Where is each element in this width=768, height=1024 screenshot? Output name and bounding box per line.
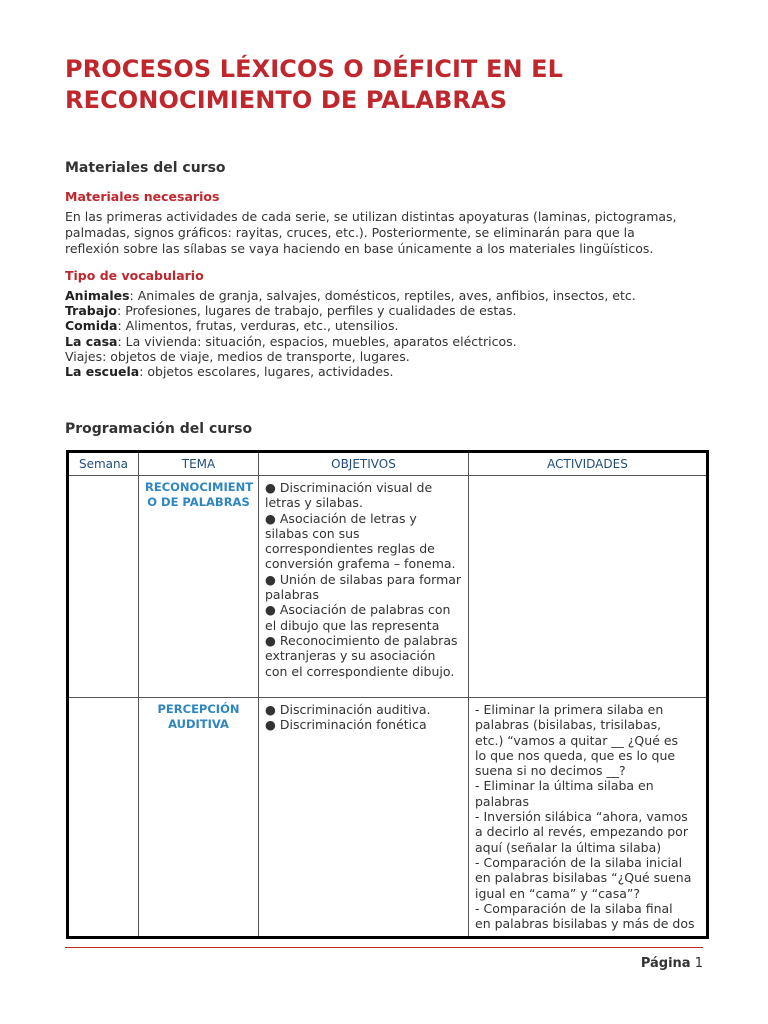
objetivo-line: ● Asociación de palabras con [265, 602, 451, 618]
vocab-item-comida [65, 318, 705, 333]
vocab-text: : La vivienda: situación, espacios, muebles, aparatos eléctricos. [117, 333, 517, 349]
objetivo-line: extranjeras y su asociación [265, 648, 436, 664]
objetivos-cell [259, 698, 469, 938]
vocab-label: Animales [65, 288, 130, 303]
actividad-line: suena si no decimos __? [475, 763, 626, 779]
vocabulary-list [65, 288, 705, 379]
vocab-item-escuela [65, 364, 705, 379]
semana-cell [68, 476, 139, 698]
vocab-label: La escuela [65, 364, 140, 380]
actividad-line: igual en “cama” y “casa”? [475, 885, 640, 901]
actividad-line: aquí (señalar la última silaba) [475, 839, 662, 855]
vocab-text: : Alimentos, frutas, verduras, etc., utensilios. [117, 318, 399, 334]
header-tema: TEMA [139, 452, 259, 476]
vocab-text: Viajes: objetos de viaje, medios de transporte, lugares. [65, 348, 410, 364]
page-title [65, 54, 705, 116]
vocab-item-trabajo [65, 303, 705, 318]
objetivo-line: el dibujo que las representa [265, 617, 440, 633]
materiales-necesarios-text [65, 209, 715, 257]
tema-line: O DE PALABRAS [147, 495, 250, 510]
table-header-row [68, 452, 708, 476]
vocab-label: Trabajo [65, 303, 118, 319]
actividad-line: palabras (bisilabas, trisilabas, [475, 717, 662, 733]
materiales-heading: Materiales del curso [65, 160, 226, 176]
tipo-vocabulario-heading: Tipo de vocabulario [65, 268, 204, 283]
program-table [66, 450, 709, 939]
vocab-text: : Animales de granja, salvajes, domésticos, reptiles, aves, anfibios, insectos, etc. [129, 288, 636, 303]
actividad-line: en palabras bisilabas y más de dos [475, 916, 695, 932]
objetivo-line: letras y silabas. [265, 495, 363, 511]
actividad-line: - Eliminar la última silaba en [475, 778, 654, 794]
header-objetivos: OBJETIVOS [259, 452, 469, 476]
paragraph-line: En las primeras actividades de cada serie, se utilizan distintas apoyaturas (laminas, pictogramas, [65, 209, 677, 224]
tema-line: PERCEPCIÓN [157, 702, 240, 716]
objetivo-line: ● Reconocimiento de palabras [265, 632, 458, 648]
objetivo-line: ● Discriminación fonética [265, 717, 427, 733]
vocab-item-viajes [65, 349, 705, 364]
vocab-text: : Profesiones, lugares de trabajo, perfiles y cualidades de estas. [117, 303, 517, 319]
actividad-line: palabras [475, 793, 529, 809]
vocab-item-animales [65, 288, 705, 303]
header-semana: Semana [68, 452, 139, 476]
page-footer [600, 956, 703, 971]
paragraph-line: reflexión sobre las sílabas se vaya haciendo en base únicamente a los materiales lingüísticos. [65, 241, 654, 256]
title-line-2: RECONOCIMIENTO DE PALABRAS [65, 86, 508, 114]
objetivos-cell [259, 476, 469, 698]
objetivo-line: silabas con sus [265, 525, 360, 541]
objetivo-line: conversión grafema – fonema. [265, 556, 456, 572]
actividad-line: a decirlo al revés, empezando por [475, 824, 688, 840]
paragraph-line: palmadas, signos gráficos: rayitas, cruces, etc.). Posteriormente, se eliminarán para que la [65, 225, 635, 240]
actividades-cell [469, 698, 708, 938]
objetivo-line: ● Unión de silabas para formar [265, 571, 462, 587]
actividad-line: lo que nos queda, que es lo que [475, 747, 676, 763]
tema-line: RECONOCIMIENT [145, 480, 254, 494]
actividades-cell [469, 476, 708, 698]
vocab-item-casa [65, 334, 705, 349]
actividad-line: - Inversión silábica “ahora, vamos [475, 809, 688, 825]
objetivo-line: ● Discriminación auditiva. [265, 702, 431, 717]
objetivo-line: ● Discriminación visual de [265, 480, 433, 495]
tema-cell [139, 698, 259, 938]
semana-cell [68, 698, 139, 938]
objetivo-line: ● Asociación de letras y [265, 510, 417, 526]
actividad-line: etc.) “vamos a quitar __ ¿Qué es [475, 732, 679, 748]
programacion-heading: Programación del curso [65, 421, 253, 437]
objetivo-line: con el correspondiente dibujo. [265, 663, 455, 679]
vocab-label: La casa [65, 333, 118, 349]
header-actividades: ACTIVIDADES [469, 452, 708, 476]
actividad-line: - Comparación de la silaba inicial [475, 854, 683, 870]
actividad-line: - Eliminar la primera silaba en [475, 702, 664, 717]
vocab-label: Comida [65, 318, 118, 334]
footer-label: Página [640, 956, 691, 971]
tema-line: AUDITIVA [168, 717, 229, 732]
footer-divider [65, 947, 703, 948]
table-row [68, 698, 708, 938]
actividad-line: en palabras bisilabas “¿Qué suena [475, 870, 692, 886]
table-row [68, 476, 708, 698]
vocab-text: : objetos escolares, lugares, actividades. [139, 364, 394, 380]
materiales-necesarios-heading: Materiales necesarios [65, 189, 220, 204]
actividad-line: - Comparación de la silaba final [475, 900, 673, 916]
objetivo-line: palabras [265, 587, 319, 603]
title-line-1: PROCESOS LÉXICOS O DÉFICIT EN EL [65, 55, 563, 83]
objetivo-line: correspondientes reglas de [265, 541, 435, 557]
tema-cell [139, 476, 259, 698]
page-number: 1 [694, 956, 703, 971]
